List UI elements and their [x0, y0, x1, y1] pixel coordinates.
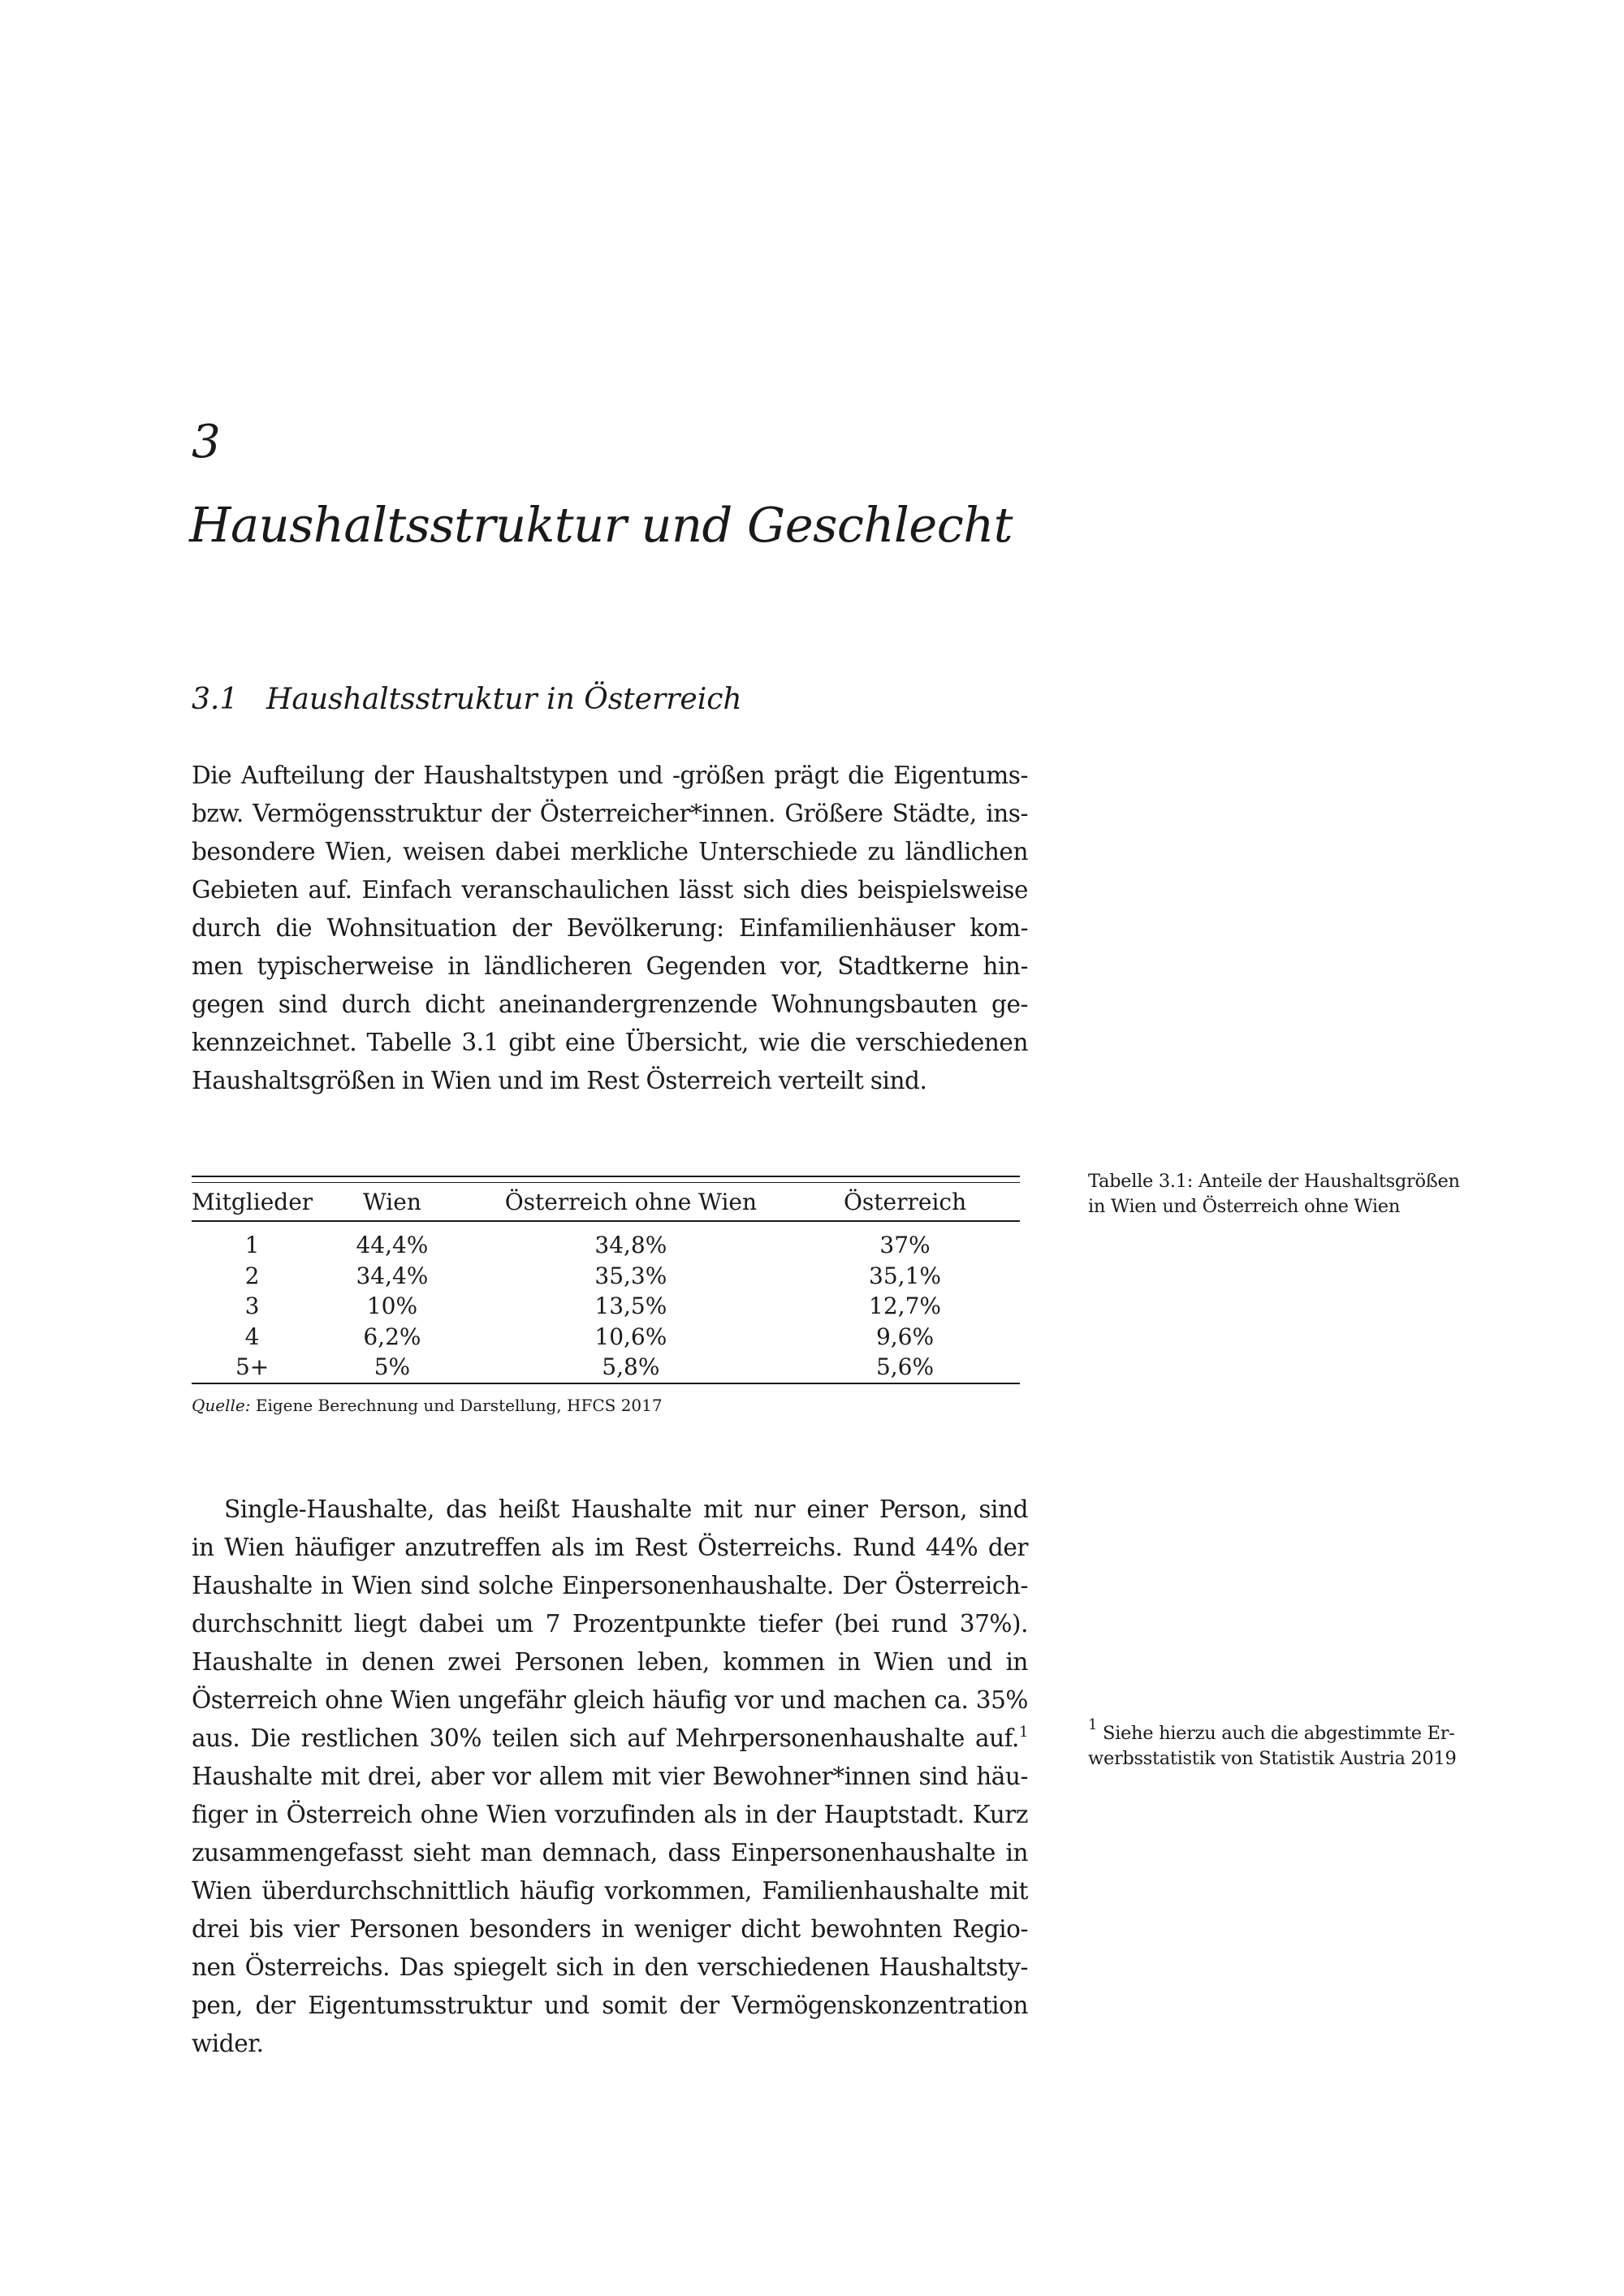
table-cell: 37% [879, 1232, 931, 1259]
chapter-number: 3 [192, 416, 221, 468]
table-cell: 10% [366, 1293, 418, 1320]
text-line: durchschnitt liegt dabei um 7 Prozentpunkte tiefer (bei rund 37%). [192, 1610, 1028, 1638]
text-line: drei bis vier Personen besonders in weniger dicht bewohnten Regio- [192, 1915, 1028, 1943]
source-label: Quelle: [192, 1395, 251, 1415]
data-table [192, 1183, 1020, 1383]
text-line: Haushalte in Wien sind solche Einpersonenhaushalte. Der Österreich- [192, 1572, 1028, 1599]
table-row [192, 1261, 1020, 1292]
text-line: besondere Wien, weisen dabei merkliche Unterschiede zu ländlichen [192, 838, 1028, 865]
text-line: kennzeichnet. Tabelle 3.1 gibt eine Übersicht, wie die verschiedenen [192, 1029, 1028, 1056]
text-line: wider. [192, 2030, 264, 2057]
text-line: durch die Wohnsituation der Bevölkerung: Einfamilienhäuser kom- [192, 914, 1028, 942]
table-header-cell: Wien [363, 1188, 421, 1215]
text-line: in Wien häufiger anzutreffen als im Rest Österreichs. Rund 44% der [192, 1534, 1028, 1561]
text-line: bzw. Vermögensstruktur der Österreicher*innen. Größere Städte, ins- [192, 800, 1028, 827]
table-header-cell: Österreich ohne Wien [504, 1188, 758, 1215]
section-heading [192, 680, 742, 720]
table-source-note [192, 1394, 1020, 1417]
text-line: Haushalte mit drei, aber vor allem mit vier Bewohner*innen sind häu- [192, 1763, 1028, 1790]
text-line: Die Aufteilung der Haushaltstypen und -größen prägt die Eigentums- [192, 762, 1028, 789]
table-bottom-rule [192, 1383, 1020, 1384]
table-cell: 44,4% [356, 1232, 429, 1259]
household-size-table [192, 1176, 1020, 1417]
table-cell: 5,8% [602, 1353, 660, 1381]
text-line: figer in Österreich ohne Wien vorzufinden als in der Hauptstadt. Kurz [192, 1801, 1028, 1828]
footnote-marker: 1 [1088, 1716, 1098, 1733]
text-line: aus. Die restlichen 30% teilen sich auf Mehrpersonenhaushalte auf.$^1$ [192, 1724, 1028, 1752]
table-cell: 4 [244, 1323, 260, 1350]
table-cell: 9,6% [875, 1323, 935, 1350]
table-cell: 1 [244, 1232, 260, 1259]
table-row [192, 1322, 1020, 1353]
table-cell: 35,1% [869, 1262, 941, 1289]
table-row [192, 1352, 1020, 1383]
table-cell: 5+ [235, 1353, 270, 1381]
body-paragraph-1 [192, 757, 1028, 1100]
text-line: men typischerweise in ländlicheren Gegenden vor, Stadtkerne hin- [192, 952, 1028, 980]
table-header-cell: Mitglieder [192, 1188, 313, 1215]
table-cell: 5,6% [875, 1353, 935, 1381]
table-row [192, 1291, 1020, 1322]
text-line: Österreich ohne Wien ungefähr gleich häufig vor und machen ca. 35% [192, 1686, 1028, 1714]
table-cell: 34,8% [594, 1232, 667, 1259]
chapter-title: Haushaltsstruktur und Geschlecht [189, 497, 1013, 553]
table-cell: 35,3% [594, 1262, 667, 1289]
table-cell: 12,7% [869, 1293, 941, 1320]
section-title: Haushaltsstruktur in Österreich [266, 683, 742, 716]
text-line: pen, der Eigentumsstruktur und somit der Vermögenskonzentration [192, 1992, 1028, 2019]
text-line: Wien überdurchschnittlich häufig vorkommen, Familienhaushalte mit [192, 1877, 1028, 1905]
table-cell: 2 [244, 1262, 260, 1289]
text-line: zusammengefasst sieht man demnach, dass Einpersonenhaushalte in [192, 1839, 1028, 1867]
section-number: 3.1 [192, 683, 239, 716]
footnote [1088, 1716, 1510, 1772]
table-header-cell: Österreich [843, 1188, 967, 1215]
caption-line: in Wien und Österreich ohne Wien [1088, 1196, 1401, 1217]
table-cell: 13,5% [594, 1293, 667, 1320]
text-line: Single-Haushalte, das heißt Haushalte mit nur einer Person, sind [224, 1495, 1028, 1523]
table-cell: 10,6% [594, 1323, 667, 1350]
footnote-line: werbsstatistik von Statistik Austria 2019 [1088, 1748, 1457, 1769]
text-line: nen Österreichs. Das spiegelt sich in den verschiedenen Haushaltsty- [192, 1953, 1028, 1981]
table-cell: 3 [244, 1293, 260, 1320]
table-caption [1088, 1169, 1510, 1219]
footnote-ref[interactable]: 1 [1018, 1724, 1028, 1741]
table-header-row [192, 1183, 1020, 1221]
table-row [192, 1230, 1020, 1261]
text-line: Haushaltsgrößen in Wien und im Rest Österreich verteilt sind. [192, 1067, 927, 1094]
footnote-line: $^1$ Siehe hierzu auch die abgestimmte Er- [1088, 1716, 1455, 1744]
table-cell: 34,4% [356, 1262, 429, 1289]
body-paragraph-2 [192, 1491, 1028, 2063]
text-line: gegen sind durch dicht aneinandergrenzende Wohnungsbauten ge- [192, 990, 1028, 1018]
source-text: Eigene Berechnung und Darstellung, HFCS 2017 [255, 1395, 663, 1415]
caption-line: Tabelle 3.1: Anteile der Haushaltsgrößen [1088, 1171, 1460, 1192]
table-cell: 5% [374, 1353, 411, 1381]
text-line: Haushalte in denen zwei Personen leben, kommen in Wien und in [192, 1648, 1028, 1676]
table-cell: 6,2% [363, 1323, 421, 1350]
text-line: Gebieten auf. Einfach veranschaulichen lässt sich dies beispielsweise [192, 876, 1028, 904]
